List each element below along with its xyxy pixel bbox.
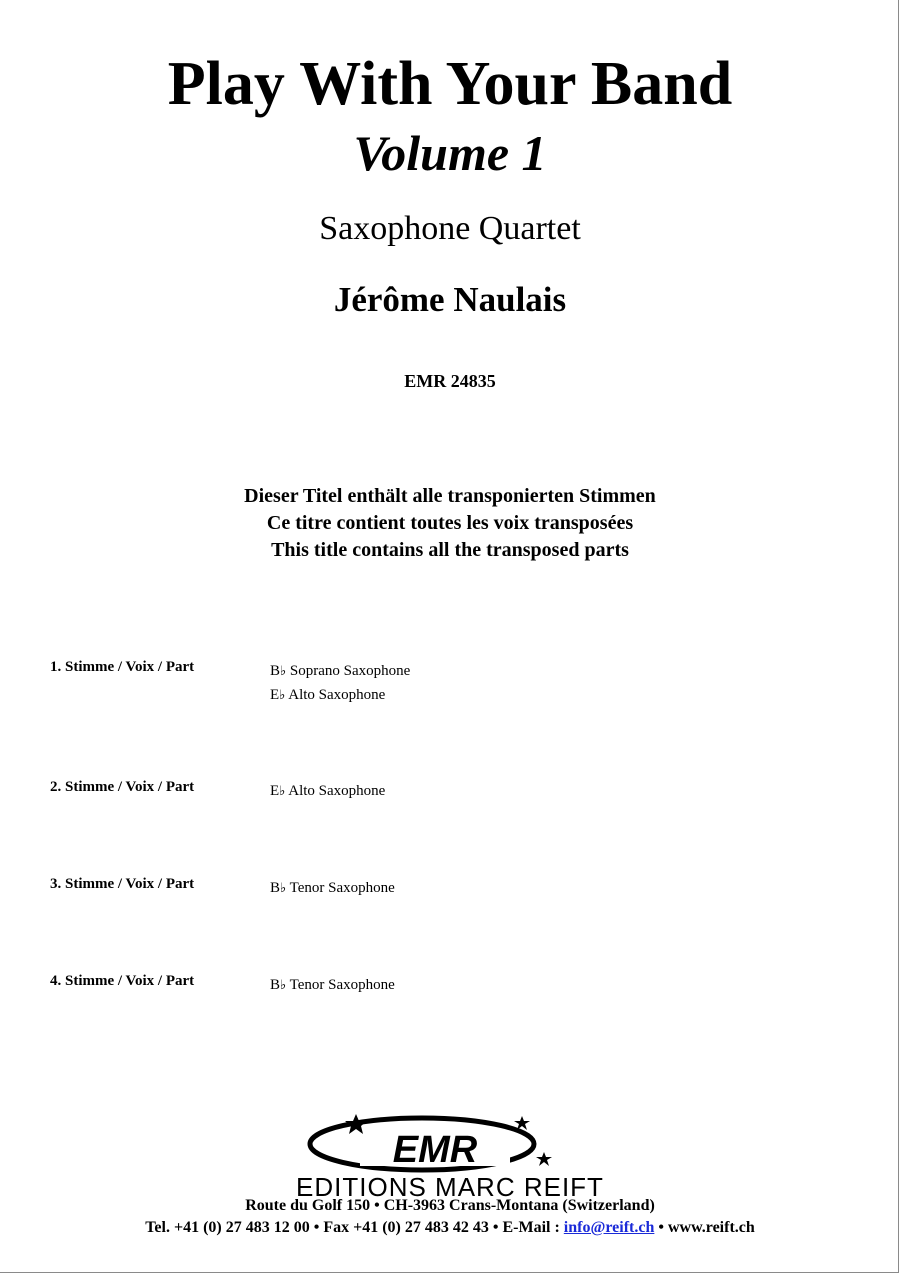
logo-star — [536, 1152, 552, 1166]
note-french: Ce titre contient toutes les voix transposées — [266, 512, 634, 534]
page-title: Play With Your Band — [167, 50, 733, 118]
ensemble: Saxophone Quartet — [319, 210, 581, 247]
part-instruments — [270, 876, 395, 900]
publisher-name: EDITIONS MARC REIFT — [296, 1172, 604, 1202]
contact-prefix: Tel. +41 (0) 27 483 12 00 • Fax +41 (0) 27 483 42 43 • E-Mail : — [145, 1219, 564, 1236]
publisher-address: Route du Golf 150 • CH-3963 Crans-Montana (Switzerland) — [245, 1197, 655, 1214]
logo-text: EMR — [392, 1129, 478, 1171]
instrument: B♭ Tenor Saxophone — [270, 977, 395, 993]
part-instruments — [270, 659, 410, 707]
note-english: This title contains all the transposed parts — [271, 539, 629, 561]
instrument: E♭ Alto Saxophone — [270, 783, 386, 799]
part-instruments — [270, 973, 395, 997]
part-label: 2. Stimme / Voix / Part — [50, 779, 195, 795]
composer: Jérôme Naulais — [333, 280, 567, 319]
part-instruments — [270, 779, 385, 803]
part-label: 3. Stimme / Voix / Part — [50, 876, 195, 892]
contact-suffix: • www.reift.ch — [654, 1219, 755, 1236]
publisher-contact — [0, 1219, 900, 1237]
email-link[interactable]: info@reift.ch — [563, 1219, 655, 1236]
volume-subtitle: Volume 1 — [353, 125, 547, 181]
instrument: B♭ Soprano Saxophone — [270, 663, 411, 679]
instrument: E♭ Alto Saxophone — [270, 687, 386, 703]
catalog-number: EMR 24835 — [404, 371, 496, 391]
part-label: 4. Stimme / Voix / Part — [50, 973, 195, 989]
transposition-notes — [0, 483, 900, 564]
emr-logo — [300, 1108, 560, 1178]
note-german: Dieser Titel enthält alle transponierten Stimmen — [244, 485, 656, 507]
part-label: 1. Stimme / Voix / Part — [50, 659, 195, 675]
instrument: B♭ Tenor Saxophone — [270, 880, 395, 896]
